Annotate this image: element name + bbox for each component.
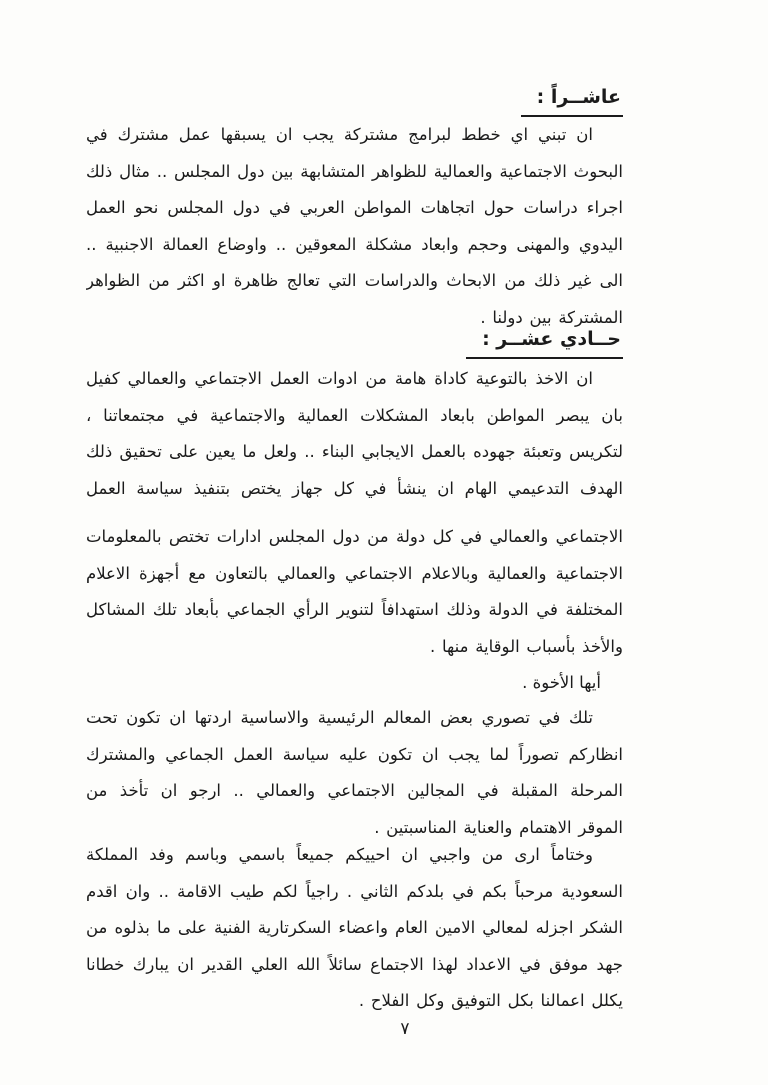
text-line: وختاماً ارى من واجبي ان احييكم جميعاً باسمي وباسم وفد المملكة [86, 845, 593, 864]
section-heading-eleventh-label: حــادي عشــر : [466, 328, 623, 359]
text-line: والأخذ بأسباب الوقاية منها . [430, 636, 623, 656]
paragraph-closing-b [86, 837, 623, 1020]
text-line: المختلفة في الدولة وذلك استهدافاً لتنوير الرأي الجماعي بأبعاد تلك المشاكل [86, 600, 623, 619]
text-line: لتكريس وتعبئة جهوده بالعمل الايجابي البناء .. ولعل ما يعين على تحقيق ذلك [86, 442, 623, 461]
section-heading-tenth-label: عاشــراً : [521, 86, 623, 117]
text-line: الى غير ذلك من الابحاث والدراسات التي تعالج ظاهرة او اكثر من الظواهر [86, 271, 623, 290]
section-heading-tenth [86, 86, 623, 117]
paragraph-eleventh-a [86, 361, 623, 507]
text-line: جهد موفق في الاعداد لهذا الاجتماع سائلاً الله العلي القدير ان يبارك خطانا [86, 954, 623, 974]
section-heading-eleventh [86, 328, 623, 359]
text-line: تلك في تصوري بعض المعالم الرئيسية والاساسية اردتها ان تكون تحت [86, 708, 593, 727]
salutation-line: أيها الأخوة . [522, 673, 601, 692]
page-number: ٧ [400, 1019, 410, 1039]
text-line: اليدوي والمهنى وحجم وابعاد مشكلة المعوقين .. واوضاع العمالة الاجنبية .. [86, 234, 623, 254]
text-line: انظاركم تصوراً لما يجب ان تكون عليه سياسة العمل الجماعي والمشترك [86, 744, 623, 764]
text-line: الاجتماعية والعمالية وبالاعلام الاجتماعي والعمالي بالتعاون مع أجهزة الاعلام [86, 563, 623, 583]
paragraph-tenth [86, 117, 623, 336]
text-line: ان تبني اي خطط لبرامج مشتركة يجب ان يسبقها عمل مشترك في [86, 125, 593, 144]
text-line: الشكر اجزله لمعالي الامين العام واعضاء السكرتارية الفنية على ما بذلوه من [86, 918, 623, 937]
text-line: بان يبصر المواطن بابعاد المشكلات العمالية والاجتماعية في مجتمعاتنا ، [86, 405, 623, 425]
text-line: المرحلة المقبلة في المجالين الاجتماعي والعمالي .. ارجو ان تأخذ من [86, 781, 623, 800]
text-line: البحوث الاجتماعية والعمالية للظواهر المتشابهة بين دول المجلس .. مثال ذلك [86, 161, 623, 181]
text-line: الموقر الاهتمام والعناية المناسبتين . [374, 817, 623, 837]
text-line: المشتركة بين دولنا . [480, 307, 623, 327]
paragraph-eleventh-b [86, 519, 623, 665]
text-line: ان الاخذ بالتوعية كاداة هامة من ادوات العمل الاجتماعي والعمالي كفيل [86, 369, 593, 388]
text-line: الاجتماعي والعمالي في كل دولة من دول المجلس ادارات تختص بالمعلومات [86, 527, 623, 546]
text-line: يكلل اعمالنا بكل التوفيق وكل الفلاح . [358, 991, 623, 1010]
text-line: الهدف التدعيمي الهام ان ينشأ في كل جهاز يختص بتنفيذ سياسة العمل [86, 478, 623, 498]
text-line: السعودية مرحباً بكم في بلدكم الثاني . راجياً لكم طيب الاقامة .. وان اقدم [86, 881, 623, 901]
text-line: اجراء دراسات حول اتجاهات المواطن العربي في دول المجلس نحو العمل [86, 198, 623, 217]
paragraph-closing-a [86, 700, 623, 846]
